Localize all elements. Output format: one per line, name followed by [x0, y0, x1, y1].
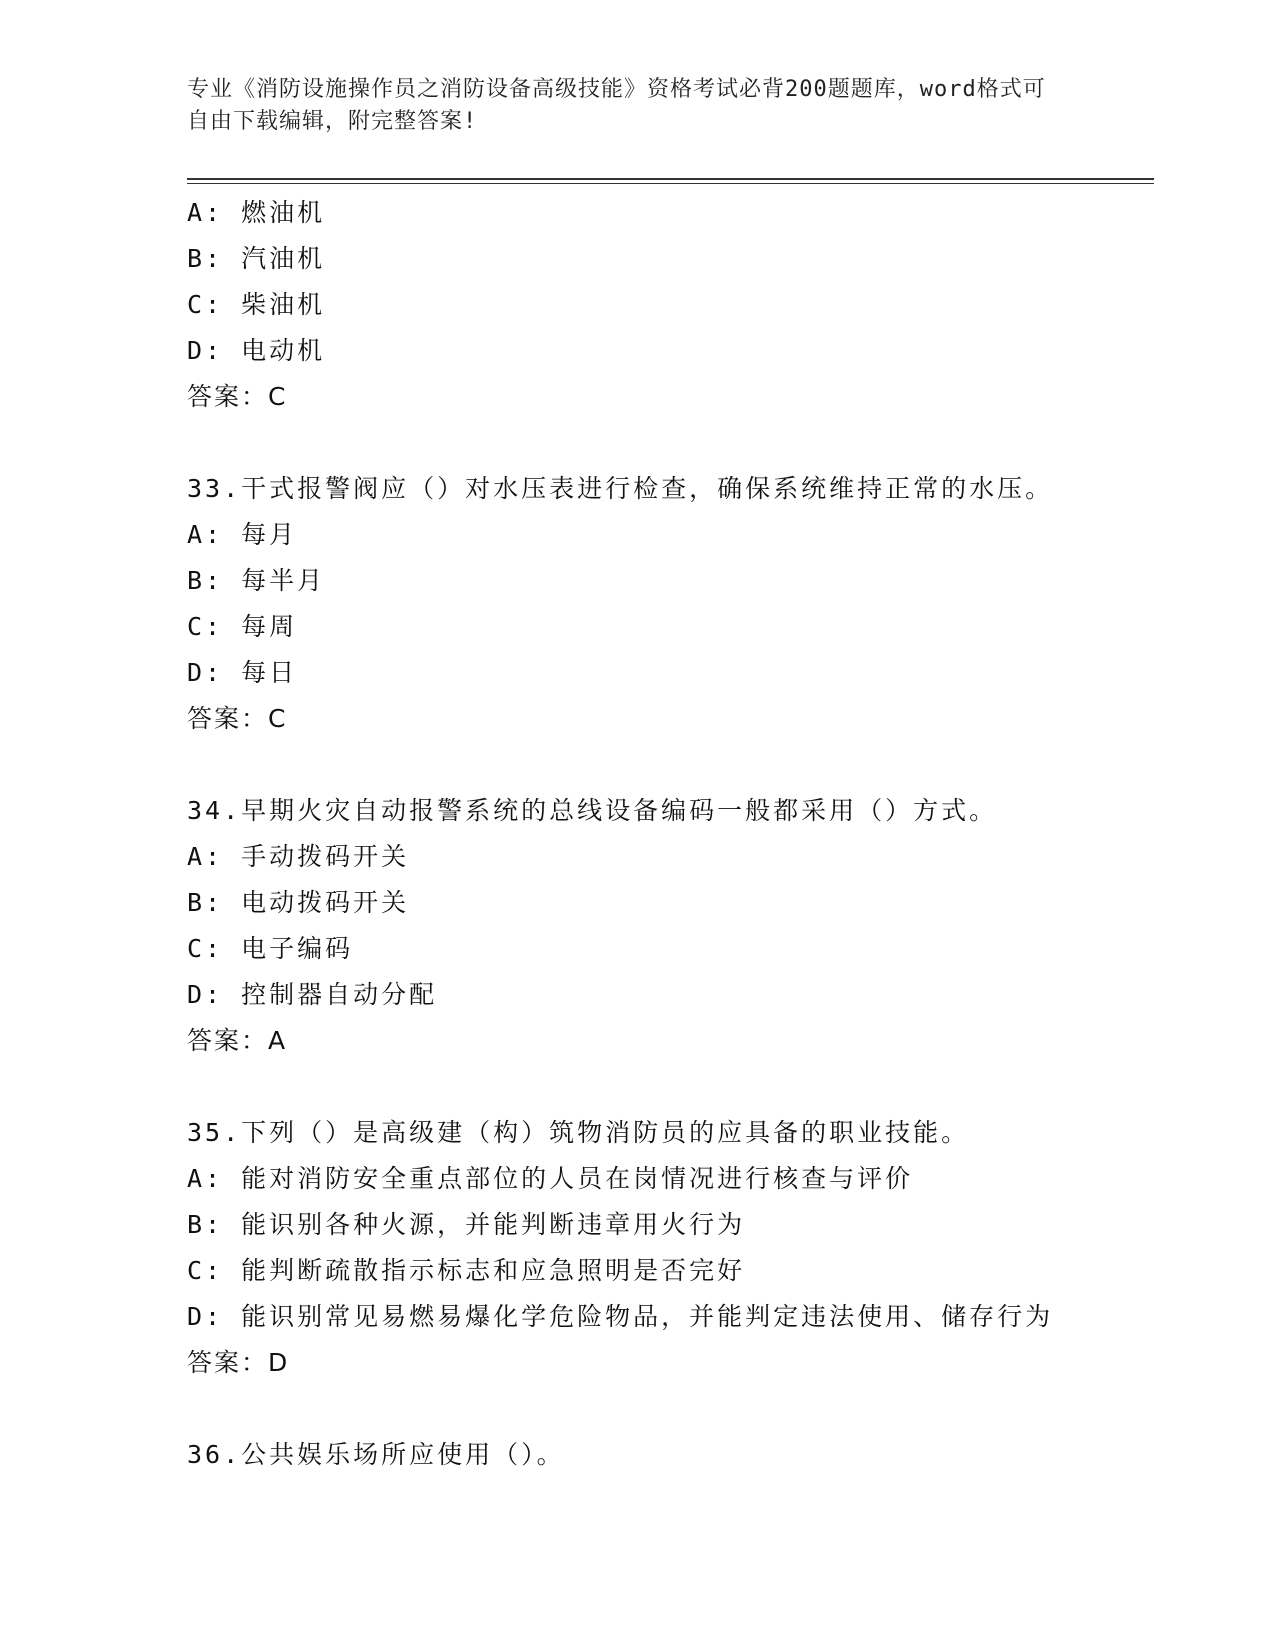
- spacer: [187, 742, 1147, 788]
- question-stem: 33.干式报警阀应（）对水压表进行检查，确保系统维持正常的水压。: [187, 474, 1054, 503]
- question-block-33: [187, 466, 1147, 742]
- header-divider-thin: [187, 183, 1154, 184]
- option-c: C: 能判断疏散指示标志和应急照明是否完好: [187, 1256, 746, 1285]
- answer-line: 答案：C: [187, 704, 288, 733]
- document-header: 专业《消防设施操作员之消防设备高级技能》资格考试必背200题题库，word格式可自由下载编辑，附完整答案!: [187, 77, 1046, 134]
- answer-line: 答案：D: [187, 1348, 290, 1377]
- option-d: D: 能识别常见易燃易爆化学危险物品，并能判定违法使用、储存行为: [187, 1302, 1054, 1331]
- question-block-36: [187, 1432, 1147, 1478]
- option-a: A: 手动拨码开关: [187, 842, 410, 871]
- option-a: A: 每月: [187, 520, 298, 549]
- question-block-34: [187, 788, 1147, 1064]
- question-stem: 35.下列（）是高级建（构）筑物消防员的应具备的职业技能。: [187, 1118, 970, 1147]
- answer-line: 答案：A: [187, 1026, 288, 1055]
- question-block-35: [187, 1110, 1147, 1386]
- option-b: B: 电动拨码开关: [187, 888, 410, 917]
- question-stem: 34.早期火灾自动报警系统的总线设备编码一般都采用（）方式。: [187, 796, 998, 825]
- spacer: [187, 1064, 1147, 1110]
- option-b: B: 能识别各种火源，并能判断违章用火行为: [187, 1210, 746, 1239]
- option-a: A: 能对消防安全重点部位的人员在岗情况进行核查与评价: [187, 1164, 914, 1193]
- question-block-32: [187, 190, 1147, 420]
- option-b: B: 每半月: [187, 566, 326, 595]
- option-a: A: 燃油机: [187, 198, 326, 227]
- answer-line: 答案：C: [187, 382, 288, 411]
- option-b: B: 汽油机: [187, 244, 326, 273]
- option-d: D: 控制器自动分配: [187, 980, 438, 1009]
- option-d: D: 每日: [187, 658, 298, 687]
- option-d: D: 电动机: [187, 336, 326, 365]
- option-c: C: 电子编码: [187, 934, 354, 963]
- option-c: C: 每周: [187, 612, 298, 641]
- header-divider: [187, 178, 1154, 180]
- question-stem: 36.公共娱乐场所应使用（）。: [187, 1440, 565, 1469]
- spacer: [187, 420, 1147, 466]
- option-c: C: 柴油机: [187, 290, 326, 319]
- spacer: [187, 1386, 1147, 1432]
- question-list: [187, 190, 1147, 1478]
